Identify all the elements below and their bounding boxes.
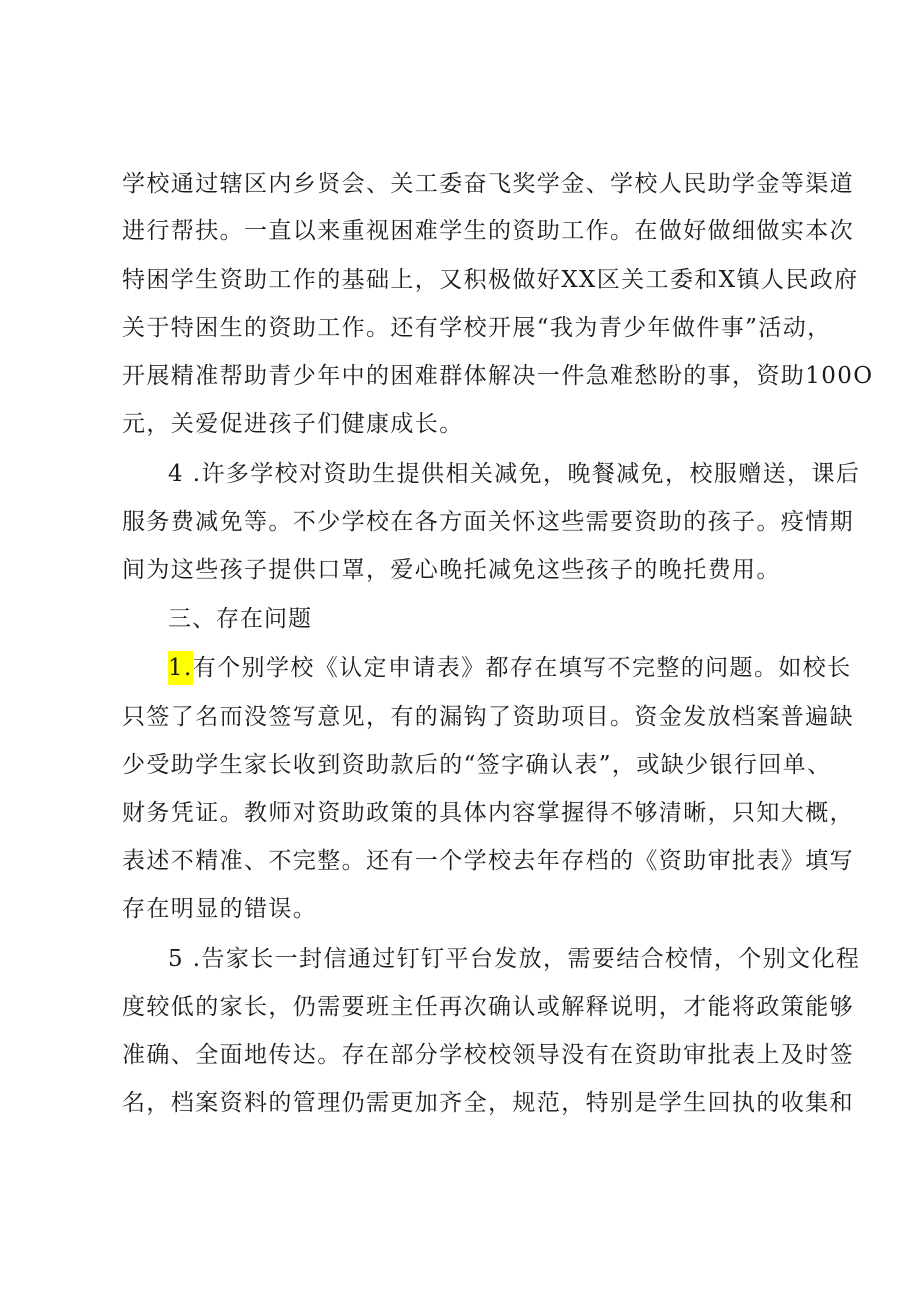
section-heading: 三、存在问题 (168, 606, 312, 632)
para1-line-2: 进行帮扶。一直以来重视困难学生的资助工作。在做好做细做实本次 (122, 218, 854, 244)
para3-line-1-text: 有个别学校《认定申请表》都存在填写不完整的问题。如校长 (192, 655, 852, 681)
highlighted-marker: 1. (168, 651, 193, 685)
para3-line-4: 财务凭证。教师对资助政策的具体内容掌握得不够清晰，只知大概， (122, 800, 854, 826)
para4-line-4: 名，档案资料的管理仍需更加齐全，规范，特别是学生回执的收集和 (122, 1090, 854, 1116)
para4-line-3: 准确、全面地传达。存在部分学校校领导没有在资助审批表上及时签 (122, 1042, 854, 1068)
para1-line-3: 特困学生资助工作的基础上，又积极做好XX区关工委和X镇人民政府 (122, 267, 859, 293)
para1-line-6: 元，关爱促进孩子们健康成长。 (122, 411, 464, 437)
para4-line-2: 度较低的家长，仍需要班主任再次确认或解释说明，才能将政策能够 (122, 994, 854, 1020)
para3-line-3: 少受助学生家长收到资助款后的“签字确认表”，或缺少银行回单、 (122, 752, 832, 778)
para3-line-5: 表述不精准、不完整。还有一个学校去年存档的《资助审批表》填写 (122, 848, 854, 874)
para4-line-1: 5 .告家长一封信通过钉钉平台发放，需要结合校情，个别文化程 (168, 946, 861, 972)
para3-line-1 (168, 652, 852, 684)
para2-line-3: 间为这些孩子提供口罩，爱心晚托减免这些孩子的晚托费用。 (122, 557, 781, 583)
para2-line-1: 4 .许多学校对资助生提供相关减免，晚餐减免，校服赠送，课后 (168, 461, 861, 487)
para3-line-2: 只签了名而没签写意见，有的漏钩了资助项目。资金发放档案普遍缺 (122, 704, 854, 730)
para3-line-6: 存在明显的错误。 (122, 896, 318, 922)
para1-line-1: 学校通过辖区内乡贤会、关工委奋飞奖学金、学校人民助学金等渠道 (122, 171, 854, 197)
para2-line-2: 服务费减免等。不少学校在各方面关怀这些需要资助的孩子。疫情期 (122, 509, 854, 535)
para1-line-5: 开展精准帮助青少年中的困难群体解决一件急难愁盼的事，资助100O (122, 363, 874, 389)
para1-line-4: 关于特困生的资助工作。还有学校开展“我为青少年做件事”活动， (122, 315, 832, 341)
